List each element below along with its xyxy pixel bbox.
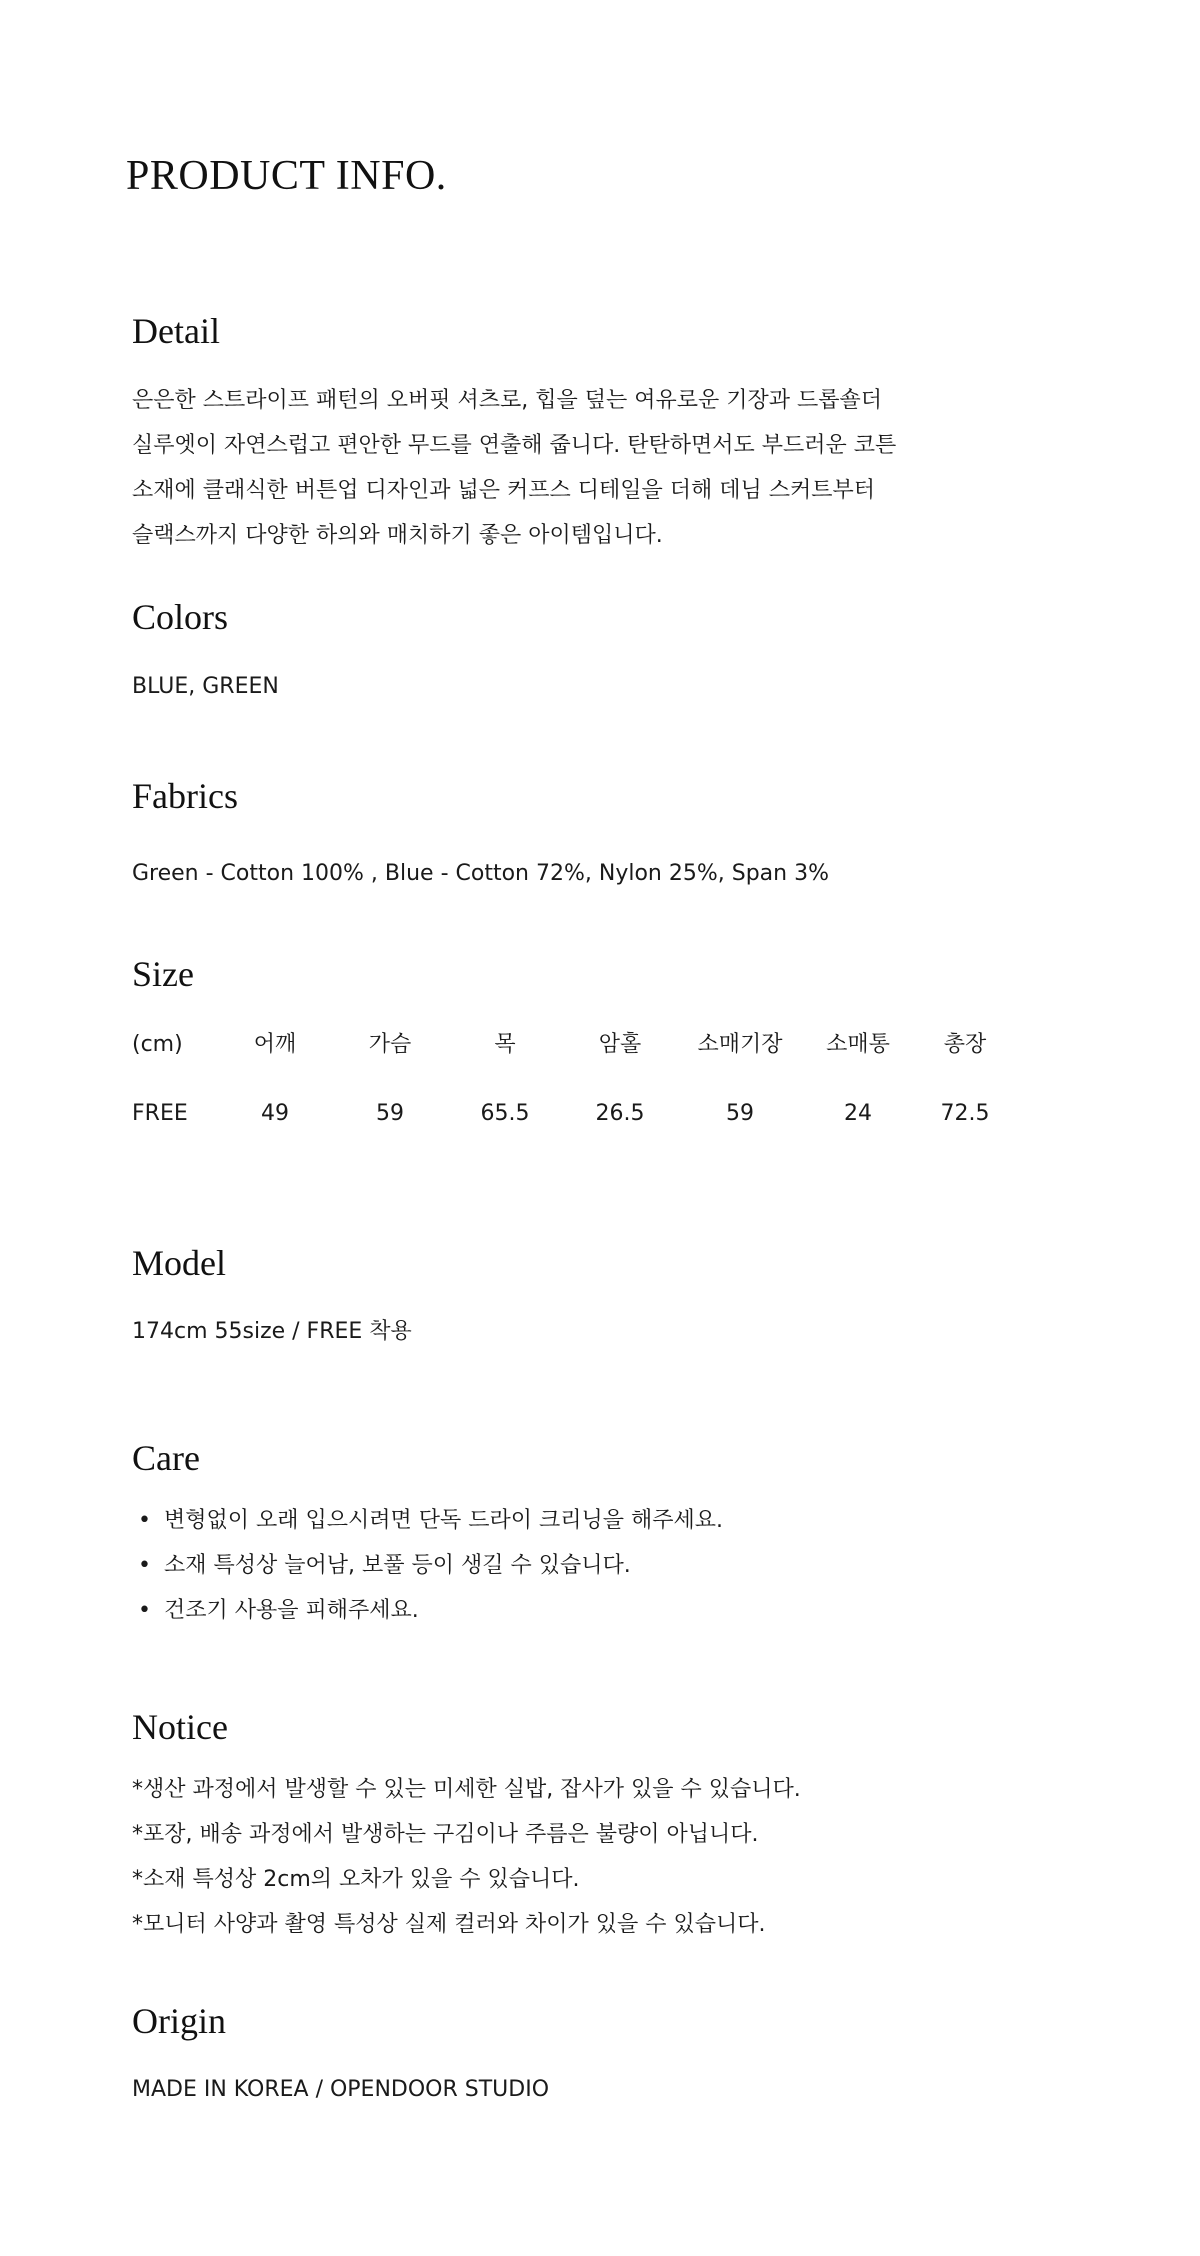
care-heading: Care — [132, 1438, 200, 1478]
size-data-cell: 49 — [261, 1101, 289, 1126]
size-header-cell: 총장 — [943, 1032, 987, 1057]
page-title: PRODUCT INFO. — [126, 153, 447, 199]
detail-line: 슬랙스까지 다양한 하의와 매치하기 좋은 아이템입니다. — [132, 523, 663, 548]
model-heading: Model — [132, 1243, 226, 1283]
care-item-text: 변형없이 오래 입으시려면 단독 드라이 크리닝을 해주세요. — [164, 1508, 724, 1533]
colors-heading: Colors — [132, 597, 229, 637]
size-data-row — [132, 1091, 1032, 1136]
size-header-cell: 목 — [494, 1032, 516, 1057]
notice-line: *모니터 사양과 촬영 특성상 실제 컬러와 차이가 있을 수 있습니다. — [132, 1912, 766, 1937]
care-list-item — [132, 1498, 723, 1543]
care-item-text: 소재 특성상 늘어남, 보풀 등이 생길 수 있습니다. — [164, 1553, 631, 1578]
size-header-cell: 소매통 — [826, 1032, 890, 1057]
size-header-cell: 가슴 — [368, 1032, 412, 1057]
size-data-cell: FREE — [132, 1101, 188, 1126]
fabrics-value: Green - Cotton 100% , Blue - Cotton 72%, Nylon 25%, Span 3% — [132, 861, 829, 886]
size-table — [132, 1022, 1032, 1136]
notice-lines — [132, 1767, 801, 1947]
bullet-icon: • — [138, 1598, 151, 1623]
size-data-cell: 26.5 — [595, 1101, 645, 1126]
detail-line: 은은한 스트라이프 패턴의 오버핏 셔츠로, 힙을 덮는 여유로운 기장과 드롭숄더 — [132, 388, 882, 413]
care-list-item — [132, 1543, 723, 1588]
size-header-cell: (cm) — [132, 1032, 183, 1057]
care-list — [132, 1498, 723, 1633]
size-data-cell: 24 — [844, 1101, 872, 1126]
notice-line: *생산 과정에서 발생할 수 있는 미세한 실밥, 잡사가 있을 수 있습니다. — [132, 1777, 801, 1802]
size-heading: Size — [132, 954, 194, 994]
detail-line: 실루엣이 자연스럽고 편안한 무드를 연출해 줍니다. 탄탄하면서도 부드러운 코튼 — [132, 433, 897, 458]
notice-heading: Notice — [132, 1707, 228, 1747]
size-header-cell: 소매기장 — [697, 1032, 783, 1057]
bullet-icon: • — [138, 1508, 151, 1533]
size-header-cell: 어깨 — [253, 1032, 297, 1057]
detail-line: 소재에 클래식한 버튼업 디자인과 넓은 커프스 디테일을 더해 데님 스커트부터 — [132, 478, 876, 503]
notice-line: *포장, 배송 과정에서 발생하는 구김이나 주름은 불량이 아닙니다. — [132, 1822, 759, 1847]
care-list-item — [132, 1588, 723, 1633]
size-data-cell: 59 — [726, 1101, 754, 1126]
fabrics-heading: Fabrics — [132, 776, 238, 816]
notice-line: *소재 특성상 2cm의 오차가 있을 수 있습니다. — [132, 1867, 580, 1892]
size-header-row — [132, 1022, 1032, 1067]
detail-heading: Detail — [132, 311, 220, 351]
care-item-text: 건조기 사용을 피해주세요. — [164, 1598, 419, 1623]
size-data-cell: 59 — [376, 1101, 404, 1126]
size-header-cell: 암홀 — [598, 1032, 642, 1057]
colors-value: BLUE, GREEN — [132, 674, 279, 699]
detail-description — [132, 378, 896, 558]
origin-heading: Origin — [132, 2001, 226, 2041]
origin-value: MADE IN KOREA / OPENDOOR STUDIO — [132, 2077, 550, 2102]
size-data-cell: 65.5 — [480, 1101, 530, 1126]
bullet-icon: • — [138, 1553, 151, 1578]
model-value: 174cm 55size / FREE 착용 — [132, 1319, 412, 1344]
size-data-cell: 72.5 — [940, 1101, 990, 1126]
